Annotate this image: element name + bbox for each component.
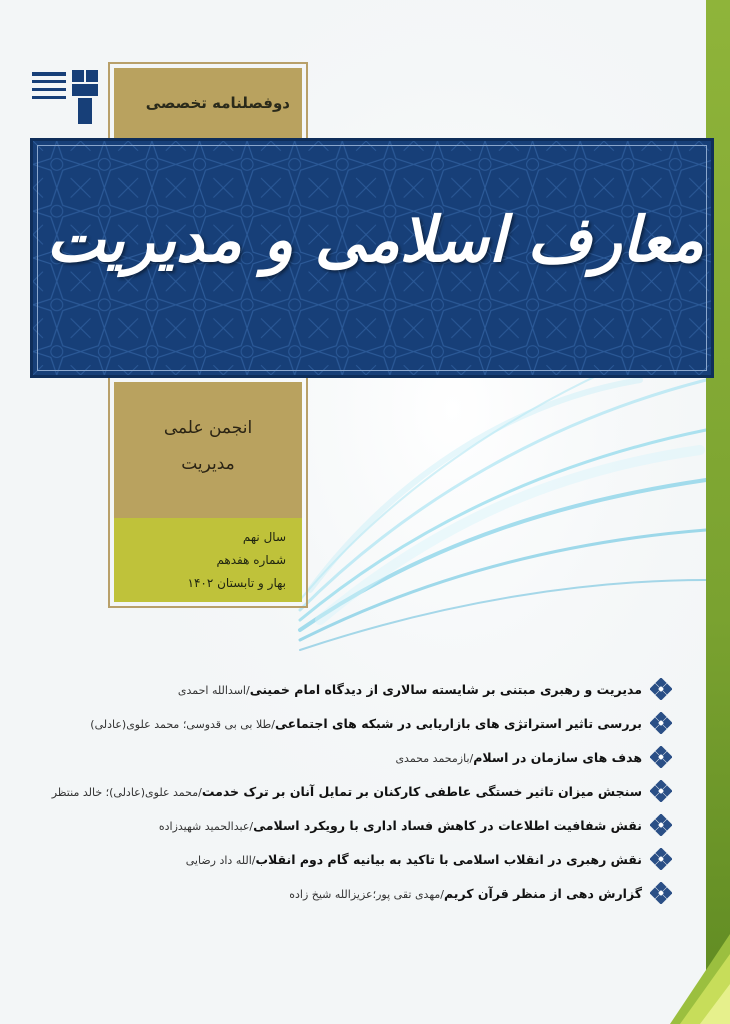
corner-ornament: [670, 934, 730, 1024]
toc-item[interactable]: [40, 808, 672, 842]
toc-item[interactable]: [40, 706, 672, 740]
diamond-ornament-icon: [650, 746, 672, 768]
diamond-ornament-icon: [650, 712, 672, 734]
article-title: نقش شفافیت اطلاعات در کاهش فساد اداری با رویکرد اسلامی: [253, 817, 642, 833]
diamond-ornament-icon: [650, 780, 672, 802]
article-entry: [159, 818, 642, 833]
issue-year: سال نهم: [242, 530, 286, 544]
diamond-ornament-icon: [650, 814, 672, 836]
toc-item[interactable]: [40, 876, 672, 910]
article-entry: [186, 852, 642, 867]
article-title: بررسی تاثیر استراتژی های بازاریابی در شبکه های اجتماعی: [275, 715, 642, 731]
article-entry: [90, 716, 642, 731]
title-banner: [30, 138, 714, 378]
diamond-ornament-icon: [650, 882, 672, 904]
publication-type: دوفصلنامه تخصصی: [145, 94, 290, 112]
article-title: نقش رهبری در انقلاب اسلامی با تاکید به بیانیه گام دوم انقلاب: [255, 851, 642, 867]
toc-item[interactable]: [40, 740, 672, 774]
gold-panel-association: [114, 382, 302, 518]
diamond-ornament-icon: [650, 848, 672, 870]
association-line-1: انجمن علمی: [163, 418, 253, 438]
article-title: گزارش دهی از منظر قرآن کریم: [444, 885, 642, 901]
article-authors: /محمد علوی(عادلی)؛ خالد منتظر: [51, 785, 202, 799]
article-authors: /اسدالله احمدی: [177, 683, 250, 697]
article-entry: [395, 750, 642, 765]
issue-number: شماره هفدهم: [216, 553, 286, 567]
toc-item[interactable]: [40, 672, 672, 706]
toc-item[interactable]: [40, 842, 672, 876]
association-line-2: مدیریت: [181, 454, 235, 474]
article-entry: [178, 682, 642, 697]
issue-season: بهار و تابستان ۱۴۰۲: [187, 576, 286, 590]
article-authors: /عبدالحمید شهیدزاده: [158, 819, 254, 833]
article-authors: /مهدی تقی پور؛عزیزالله شیخ زاده: [289, 887, 444, 901]
article-authors: /بازمحمد محمدی: [395, 751, 474, 765]
logo-icon: [28, 64, 108, 144]
article-entry: [289, 886, 642, 901]
article-title: مدیریت و رهبری مبتنی بر شایسته سالاری از دیدگاه امام خمینی: [249, 681, 642, 697]
table-of-contents: [40, 672, 672, 910]
journal-title: معارف اسلامی و مدیریت: [46, 203, 704, 276]
diamond-ornament-icon: [650, 678, 672, 700]
toc-item[interactable]: [40, 774, 672, 808]
article-entry: [52, 784, 642, 799]
article-authors: /طلا بی بی قدوسی؛ محمد علوی(عادلی): [90, 717, 276, 731]
article-title: هدف های سازمان در اسلام: [473, 749, 642, 765]
article-authors: /الله داد رضایی: [185, 853, 256, 867]
article-title: سنجش میزان تاثیر خستگی عاطفی کارکنان بر تمایل آنان بر ترک خدمت: [201, 783, 642, 799]
